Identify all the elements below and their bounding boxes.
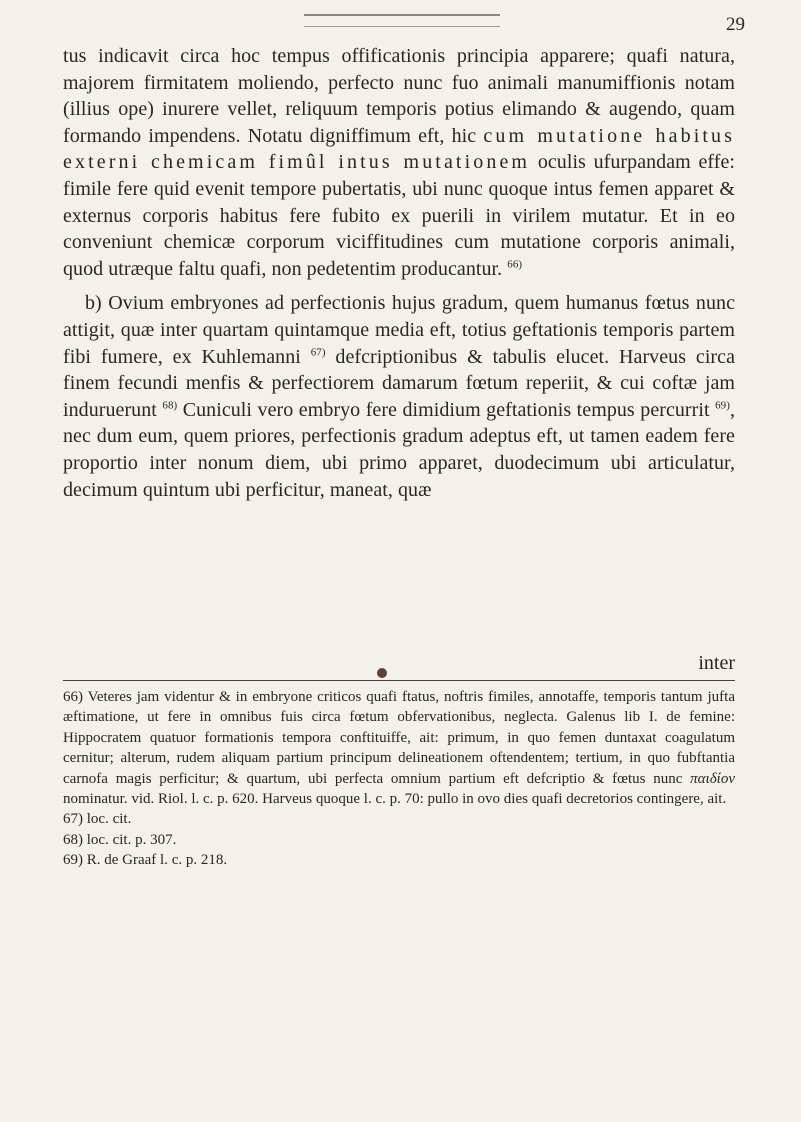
footnote-ref-69: 69) xyxy=(715,399,730,412)
paragraph-b-text-3: Cuniculi vero embryo fere dimidium geftationis tempus percurrit xyxy=(177,398,710,421)
footnote-68: 68) loc. cit. p. 307. xyxy=(63,831,177,848)
paragraph-a-text-1: tus indicavit circa hoc tempus offificationis principia apparere; quafi natura, majorem firmitatem moliendo, perfecto nunc fuo animali manumiffionis notam (illius ope) inurere vellet, reliquum temporis potius elimando & augendo, quam formando impendens. Notatu digniffimum eft, hic xyxy=(63,45,735,147)
footnote-66 xyxy=(63,687,735,809)
catchword: inter xyxy=(698,652,735,674)
footnote-ref-67: 67) xyxy=(310,345,326,358)
paragraph-b-text-1: Ovium embryones ad perfectionis hujus gradum, quem humanus fœtus nunc attigit, quæ inter quartam quintamque media eft, totius geftationis temporis partem fibi fumere, ex Kuhlemanni xyxy=(63,292,735,368)
footnote-66-text-b: nominatur. vid. Riol. l. c. p. 620. Harveus quoque l. c. p. 70: pullo in ovo dies quafi decretorios contingere, ait. xyxy=(63,791,727,808)
paragraph-a-spaced-phrase: cum mutatione habitus externi chemicam fimûl intus mutationem xyxy=(63,124,735,174)
footnotes xyxy=(63,687,735,871)
paragraph-a-text-2: oculis ufurpandam effe: fimile fere quid evenit tempore pubertatis, ubi nunc quoque intus femen apparet & externus corporis habitus fere fubito ex puerili in virilem mutatur. Et in eo conveniunt chemicæ corporum viciffitudines cum mutatione corporis animali, quod utræque faltu quafi, non pedetentim producantur. xyxy=(63,151,736,280)
paragraph-b xyxy=(63,290,735,503)
footnote-ref-68: 68) xyxy=(162,399,178,412)
main-text xyxy=(63,43,735,503)
footnote-rule xyxy=(63,680,735,681)
footnote-66-text-a: 66) Veteres jam videntur & in embryone criticos quafi ftatus, noftris fimiles, annotaffe, temporis tantum jufta æftimatione, ut fere in omnibus fuis circa fœtum obfervationibus, neglecta. Galenus lib I. de femine: Hippocratem quatuor formationis tempora conftituiffe, ait: primum, in quo femen duntaxat coagulatum cernitur; alterum, rudem aliquam partium principum delineationem oftendentem; tertium, in quo fubftantia carnofa magis perficitur; & quartum, ubi perfecta omnium partium eft defcriptio & fœtus nunc xyxy=(63,689,735,787)
paragraph-a xyxy=(63,43,735,282)
paragraph-b-text-4: , nec dum eum, quem priores, perfectionis gradum adeptus eft, ut tamen eadem fere proportio inter nonum diem, ubi primo apparet, duodecimum ubi articulatur, decimum quintum ubi perficitur, maneat, quæ xyxy=(63,398,735,501)
page-number: 29 xyxy=(726,14,745,35)
footnote-ref-66: 66) xyxy=(507,258,523,271)
header-rule xyxy=(304,14,500,27)
footnote-66-greek: παιδίον xyxy=(690,770,735,787)
paragraph-b-text-2: defcriptionibus & tabulis elucet. Harveus circa finem fecundi menfis & perfectiorem damarum fœtum reperiit, & cui coftæ jam induruerunt xyxy=(63,345,735,421)
footnote-69: 69) R. de Graaf l. c. p. 218. xyxy=(63,852,228,869)
paragraph-b-label: b) xyxy=(85,292,102,315)
ink-blot-mark xyxy=(377,668,387,678)
footnote-67: 67) loc. cit. xyxy=(63,811,132,828)
